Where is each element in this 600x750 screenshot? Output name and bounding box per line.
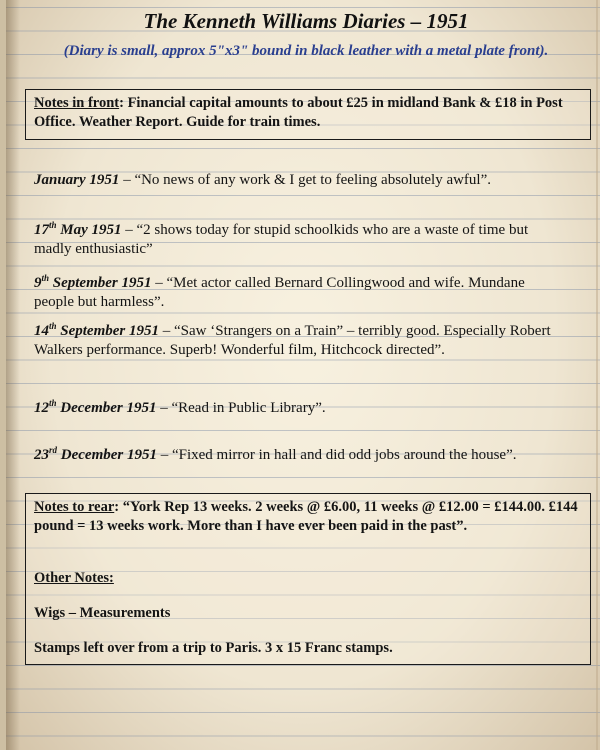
wigs-note: Wigs – Measurements (34, 605, 171, 621)
entry-text: – “Met actor called Bernard Collingwood and wife. Mundane people but harmless”. (34, 275, 525, 310)
entry-date: January 1951 (34, 172, 120, 188)
entry-text: – “Read in Public Library”. (156, 400, 326, 416)
diary-entry (34, 171, 554, 190)
entry-date: 9th September 1951 (34, 273, 152, 291)
entry-text: – “2 shows today for stupid schoolkids who are a waste of time but madly enthusiastic” (34, 222, 529, 257)
other-notes-heading: Other Notes: (34, 570, 114, 586)
entry-text: – “No news of any work & I get to feeling absolutely awful”. (119, 172, 492, 188)
diary-entry (34, 221, 554, 258)
diary-entry (34, 399, 554, 418)
entry-date: 17th May 1951 (34, 220, 122, 238)
notes-front-text (34, 94, 582, 132)
page-title: The Kenneth Williams Diaries – 1951 (143, 9, 469, 33)
notes-front-box (25, 89, 591, 140)
diary-entry (34, 322, 554, 359)
notes-front-label: Notes in front (34, 95, 120, 111)
entry-text: – “Saw ‘Strangers on a Train” – terribly good. Especially Robert Walkers performance. Superb! Wonderful film, Hitchcock directed”. (34, 323, 551, 358)
entry-text: – “Fixed mirror in hall and did odd jobs around the house”. (156, 447, 517, 463)
page-binding-shadow (6, 0, 20, 750)
notes-rear-text (34, 498, 582, 536)
notes-rear-label: Notes to rear (34, 499, 115, 515)
page-subtitle: (Diary is small, approx 5"x3" bound in black leather with a metal plate front). (63, 43, 549, 59)
diary-entry (34, 274, 554, 311)
entry-date: 23rd December 1951 (34, 445, 157, 463)
notes-front-body: : Financial capital amounts to about £25 in midland Bank & £18 in Post Office. Weather Report. Guide for train times. (34, 95, 563, 130)
entry-date: 14th September 1951 (34, 321, 160, 339)
diary-entry (34, 446, 554, 465)
notes-rear-box (25, 493, 591, 665)
page-edge (596, 0, 598, 750)
notes-rear-body: : “York Rep 13 weeks. 2 weeks @ £6.00, 11 weeks @ £12.00 = £144.00. £144 pound = 13 weeks work. More than I have ever been paid in the past”. (34, 499, 578, 534)
entry-date: 12th December 1951 (34, 398, 157, 416)
stamps-note: Stamps left over from a trip to Paris. 3 x 15 Franc stamps. (34, 640, 393, 656)
